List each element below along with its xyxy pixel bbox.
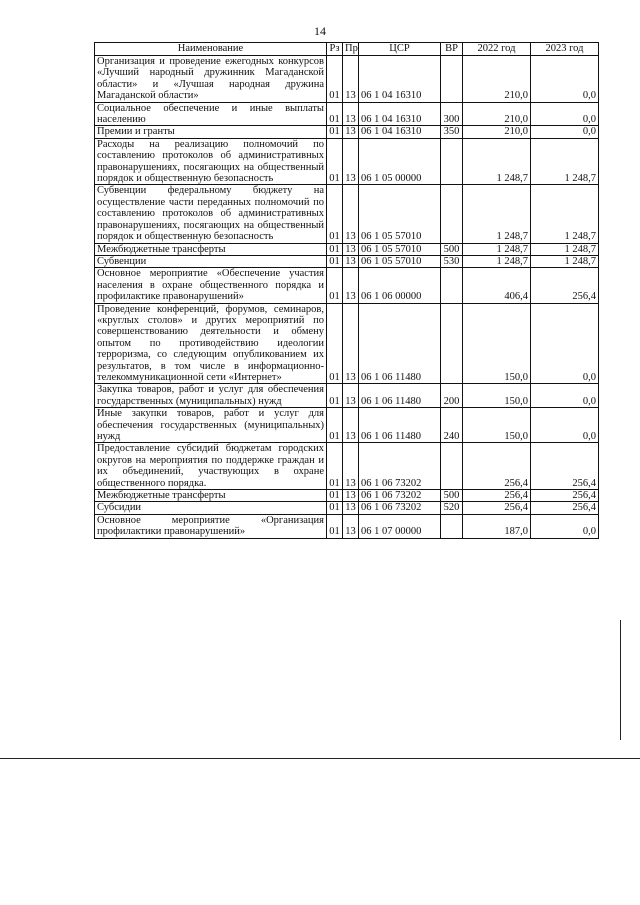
header-2022: 2022 год	[463, 43, 531, 56]
row-pr-cell: 13	[343, 138, 359, 185]
row-name-cell: Социальное обеспечение и иные выплаты населению	[95, 102, 327, 126]
scan-border-line	[0, 758, 640, 759]
row-name-cell: Расходы на реализацию полномочий по составлению протоколов об административных правонарушениях, посягающих на общественный порядок и общественную безопасность	[95, 138, 327, 185]
row-2022-cell: 150,0	[463, 384, 531, 408]
header-csr: ЦСР	[359, 43, 441, 56]
row-csr-cell: 06 1 06 11480	[359, 303, 441, 384]
row-pr-cell: 13	[343, 514, 359, 538]
row-csr-cell: 06 1 06 73202	[359, 490, 441, 502]
table-row	[95, 138, 599, 185]
row-csr-cell: 06 1 04 16310	[359, 56, 441, 103]
row-csr-cell: 06 1 06 73202	[359, 443, 441, 490]
header-pr: Пр	[343, 43, 359, 56]
row-rz-cell: 01	[327, 255, 343, 267]
row-name-cell: Основное мероприятие «Организация профилактики правонарушений»	[95, 514, 327, 538]
row-2022-cell: 210,0	[463, 126, 531, 138]
row-2023-cell: 1 248,7	[531, 255, 599, 267]
row-pr-cell: 13	[343, 443, 359, 490]
row-vr-cell	[441, 56, 463, 103]
row-2022-cell: 256,4	[463, 443, 531, 490]
row-rz-cell: 01	[327, 384, 343, 408]
row-2022-cell: 406,4	[463, 268, 531, 303]
row-name-cell: Премии и гранты	[95, 126, 327, 138]
row-vr-cell	[441, 138, 463, 185]
row-2022-cell: 150,0	[463, 303, 531, 384]
row-2023-cell: 0,0	[531, 384, 599, 408]
row-csr-cell: 06 1 06 73202	[359, 502, 441, 514]
table-row	[95, 243, 599, 255]
row-rz-cell: 01	[327, 408, 343, 443]
table-row	[95, 126, 599, 138]
row-2023-cell: 256,4	[531, 268, 599, 303]
header-name: Наименование	[95, 43, 327, 56]
row-pr-cell: 13	[343, 502, 359, 514]
row-vr-cell: 500	[441, 243, 463, 255]
table-row	[95, 268, 599, 303]
table-row	[95, 56, 599, 103]
budget-table	[94, 42, 599, 539]
row-rz-cell: 01	[327, 502, 343, 514]
row-vr-cell: 300	[441, 102, 463, 126]
row-name-cell: Межбюджетные трансферты	[95, 243, 327, 255]
table-row	[95, 443, 599, 490]
row-name-cell: Организация и проведение ежегодных конкурсов «Лучший народный дружинник Магаданской области» и «Лучшая народная дружина Магаданской области»	[95, 56, 327, 103]
header-rz: Рз	[327, 43, 343, 56]
row-rz-cell: 01	[327, 490, 343, 502]
row-csr-cell: 06 1 04 16310	[359, 102, 441, 126]
table-row	[95, 408, 599, 443]
row-2023-cell: 256,4	[531, 490, 599, 502]
row-rz-cell: 01	[327, 243, 343, 255]
row-csr-cell: 06 1 05 57010	[359, 243, 441, 255]
row-pr-cell: 13	[343, 126, 359, 138]
row-csr-cell: 06 1 07 00000	[359, 514, 441, 538]
table-row	[95, 502, 599, 514]
row-2023-cell: 0,0	[531, 56, 599, 103]
row-pr-cell: 13	[343, 303, 359, 384]
row-name-cell: Иные закупки товаров, работ и услуг для обеспечения государственных (муниципальных) нужд	[95, 408, 327, 443]
row-rz-cell: 01	[327, 126, 343, 138]
header-2023: 2023 год	[531, 43, 599, 56]
row-name-cell: Предоставление субсидий бюджетам городских округов на мероприятия по поддержке граждан и их объединений, участвующих в охране общественного порядка.	[95, 443, 327, 490]
row-rz-cell: 01	[327, 56, 343, 103]
row-2023-cell: 256,4	[531, 443, 599, 490]
row-rz-cell: 01	[327, 185, 343, 243]
row-name-cell: Межбюджетные трансферты	[95, 490, 327, 502]
row-rz-cell: 01	[327, 102, 343, 126]
row-rz-cell: 01	[327, 138, 343, 185]
row-vr-cell: 500	[441, 490, 463, 502]
row-csr-cell: 06 1 05 57010	[359, 255, 441, 267]
row-name-cell: Закупка товаров, работ и услуг для обеспечения государственных (муниципальных) нужд	[95, 384, 327, 408]
row-2023-cell: 1 248,7	[531, 243, 599, 255]
row-rz-cell: 01	[327, 443, 343, 490]
row-pr-cell: 13	[343, 102, 359, 126]
row-2022-cell: 1 248,7	[463, 185, 531, 243]
row-name-cell: Основное мероприятие «Обеспечение участия населения в охране общественного порядка и профилактике правонарушений»	[95, 268, 327, 303]
row-vr-cell: 240	[441, 408, 463, 443]
row-vr-cell	[441, 303, 463, 384]
table-row	[95, 490, 599, 502]
row-2022-cell: 1 248,7	[463, 255, 531, 267]
row-2023-cell: 0,0	[531, 408, 599, 443]
row-vr-cell	[441, 443, 463, 490]
row-csr-cell: 06 1 06 00000	[359, 268, 441, 303]
row-name-cell: Субвенции	[95, 255, 327, 267]
row-2023-cell: 1 248,7	[531, 185, 599, 243]
row-pr-cell: 13	[343, 268, 359, 303]
row-2022-cell: 210,0	[463, 102, 531, 126]
row-vr-cell: 200	[441, 384, 463, 408]
row-2022-cell: 187,0	[463, 514, 531, 538]
row-csr-cell: 06 1 05 00000	[359, 138, 441, 185]
row-pr-cell: 13	[343, 255, 359, 267]
row-vr-cell: 350	[441, 126, 463, 138]
row-2022-cell: 256,4	[463, 502, 531, 514]
table-row	[95, 185, 599, 243]
row-2022-cell: 1 248,7	[463, 138, 531, 185]
row-2023-cell: 0,0	[531, 514, 599, 538]
row-2023-cell: 0,0	[531, 126, 599, 138]
row-vr-cell: 530	[441, 255, 463, 267]
page-number: 14	[314, 24, 326, 38]
scan-edge-line	[620, 620, 621, 740]
table-row	[95, 514, 599, 538]
row-2022-cell: 256,4	[463, 490, 531, 502]
row-pr-cell: 13	[343, 384, 359, 408]
table-row	[95, 255, 599, 267]
row-2023-cell: 1 248,7	[531, 138, 599, 185]
row-pr-cell: 13	[343, 56, 359, 103]
row-2022-cell: 150,0	[463, 408, 531, 443]
row-2023-cell: 256,4	[531, 502, 599, 514]
row-pr-cell: 13	[343, 243, 359, 255]
table-row	[95, 102, 599, 126]
table-row	[95, 303, 599, 384]
row-2023-cell: 0,0	[531, 303, 599, 384]
row-vr-cell	[441, 268, 463, 303]
row-name-cell: Субвенции федеральному бюджету на осуществление части переданных полномочий по составлению протоколов об административных правонарушениях, посягающих на общественный порядок и общественную безопасность	[95, 185, 327, 243]
row-csr-cell: 06 1 04 16310	[359, 126, 441, 138]
row-2022-cell: 210,0	[463, 56, 531, 103]
row-name-cell: Проведение конференций, форумов, семинаров, «круглых столов» и других мероприятий по совершенствованию деятельности и обмену опытом по противодействию идеологии терроризма, со следующим опубликованием их результатов, в том числе в информационно-телекоммуникационной сети «Интернет»	[95, 303, 327, 384]
row-rz-cell: 01	[327, 514, 343, 538]
row-vr-cell	[441, 514, 463, 538]
row-vr-cell	[441, 185, 463, 243]
row-csr-cell: 06 1 06 11480	[359, 384, 441, 408]
row-pr-cell: 13	[343, 408, 359, 443]
row-csr-cell: 06 1 05 57010	[359, 185, 441, 243]
row-2022-cell: 1 248,7	[463, 243, 531, 255]
table-row	[95, 384, 599, 408]
row-csr-cell: 06 1 06 11480	[359, 408, 441, 443]
table-header-row	[95, 43, 599, 56]
row-rz-cell: 01	[327, 268, 343, 303]
row-pr-cell: 13	[343, 185, 359, 243]
header-vr: ВР	[441, 43, 463, 56]
row-vr-cell: 520	[441, 502, 463, 514]
row-2023-cell: 0,0	[531, 102, 599, 126]
row-name-cell: Субсидии	[95, 502, 327, 514]
row-pr-cell: 13	[343, 490, 359, 502]
row-rz-cell: 01	[327, 303, 343, 384]
